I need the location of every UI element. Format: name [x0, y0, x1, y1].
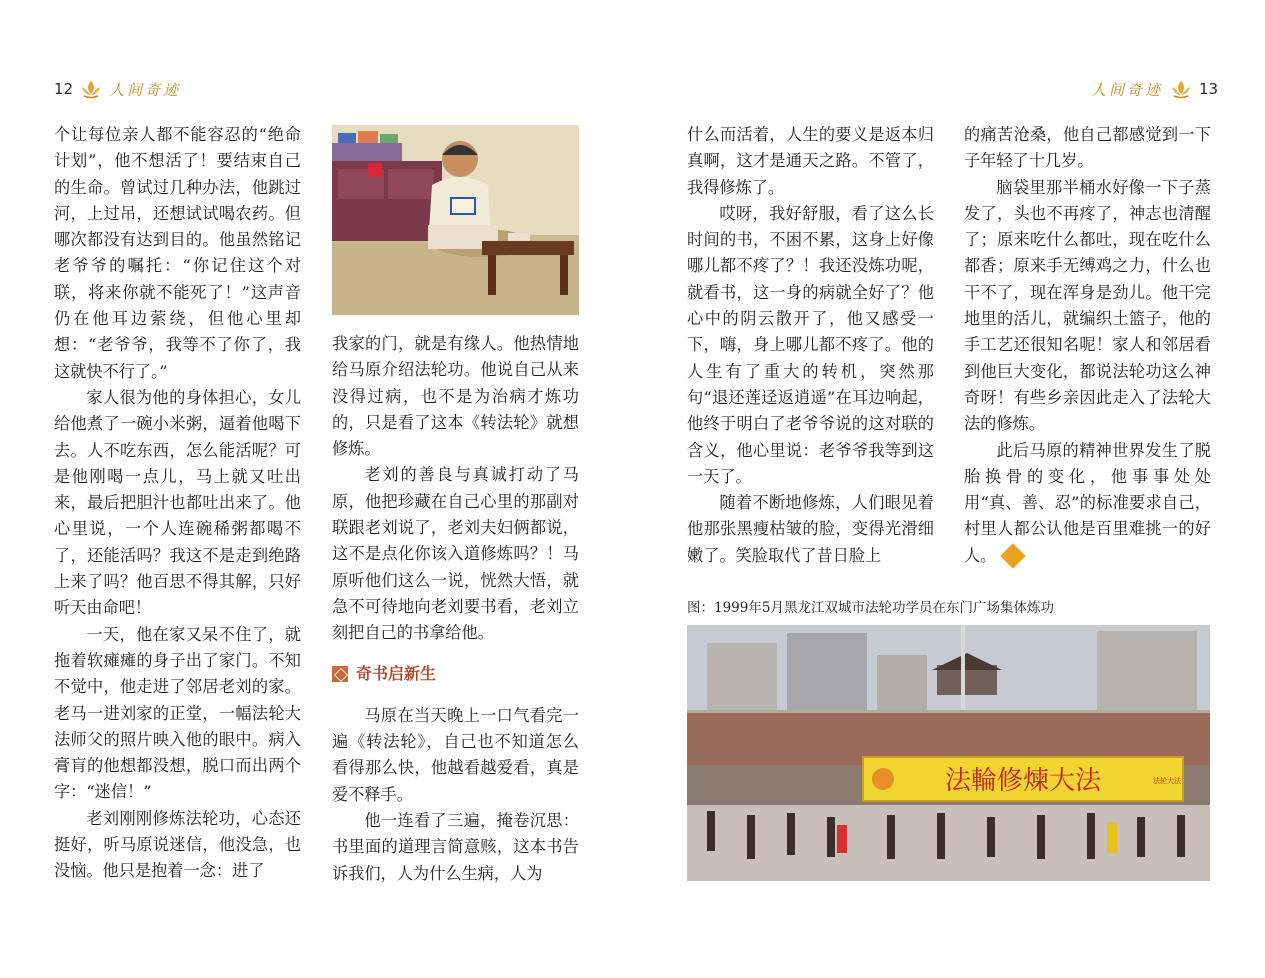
- paragraph-text: 的痛苦沧桑，他自己都感觉到一下子年轻了十几岁。: [964, 125, 1211, 171]
- paragraph: [332, 808, 579, 887]
- right-column-2: [964, 122, 1211, 595]
- lotus-flower-icon: [79, 78, 103, 100]
- paragraph-text: 我家的门，就是有缘人。他热情地给马原介绍法轮功。他说自己从来没得过病，也不是为治病才炼功的，只是看了这本《转法轮》就想修炼。: [332, 334, 579, 459]
- section-heading-text: 奇书启新生: [356, 663, 437, 683]
- right-header: [1091, 78, 1218, 100]
- page-number: 12: [54, 80, 74, 98]
- section-heading: [332, 661, 579, 687]
- paragraph: [687, 490, 934, 569]
- paragraph: [332, 703, 579, 808]
- paragraph-text: 他一连看了三遍，掩卷沉思：书里面的道理言简意赅，这本书告诉我们，人为什么生病，人为: [332, 811, 579, 883]
- paragraph-text: 脑袋里那半桶水好像一下子蒸发了，头也不再疼了，神志也清醒了；原来吃什么都吐，现在吃什么都香；原来手无缚鸡之力，什么也干不了，现在浑身是劲儿。他干完地里的活儿，就编织土篮子，他的手工艺还很知名呢！家人和邻居看到他巨大变化，都说法轮功这么神奇呀！有些乡亲因此走入了法轮大法的修炼。: [964, 177, 1211, 434]
- paragraph-text: 老刘刚刚修炼法轮功，心态还挺好，听马原说迷信，他没急，也没恼。他只是抱着一念：进了: [54, 808, 301, 881]
- running-title: 人间奇迹: [109, 80, 182, 99]
- paragraph: [964, 438, 1211, 595]
- paragraph-text: 一天，他在家又呆不住了，就拖着软瘫瘫的身子出了家门。不知不觉中，他走进了邻居老刘的家。老马一进刘家的正堂，一幅法轮大法师父的照片映入他的眼中。病入膏肓的他想都没想，脱口而出两个字：“迷信！”: [54, 624, 301, 802]
- paragraph: [332, 462, 579, 646]
- paragraph: [54, 806, 301, 885]
- paragraph-text: 哎呀，我好舒服，看了这么长时间的书，不困不累，这身上好像哪儿都不疼了？！我还没炼功呢，就看书，这一身的病就全好了？他心中的阴云散开了，他又感受一下，嗨，身上哪儿都不疼了。他的人生有了重大的转机，突然那句“退还莲迳返逍遥”在耳边响起，他终于明白了老爷爷说的这对联的含义，他心里说：老爷爷我等到这一天了。: [687, 203, 934, 486]
- paragraph-text: 个让每位亲人都不能容忍的“绝命计划”，他不想活了！要结束自己的生命。曾试过几种办法，他跳过河，上过吊，还想试试喝农药。但哪次都没有达到目的。他虽然铭记老爷爷的嘱托：“你记住这个对联，将来你就不能死了！”这声音仍在他耳边萦绕，但他心里却想：“老爷爷，我等不了你了，我这就快不行了。”: [54, 125, 301, 381]
- paragraph: [687, 122, 934, 201]
- lotus-flower-icon: [1169, 78, 1193, 100]
- left-column-1: [54, 122, 301, 885]
- illustration-man-reading: [332, 125, 579, 315]
- paragraph-text: 随着不断地修炼，人们眼见着他那张黑瘦枯皱的脸，变得光滑细嫩了。笑脸取代了昔日脸上: [687, 493, 934, 565]
- right-column-1: [687, 122, 934, 569]
- paragraph: [964, 122, 1211, 175]
- paragraph-text: 此后马原的精神世界发生了脱胎换骨的变化，他事事处处用“真、善、忍”的标准要求自己，村里人都公认他是百里难挑一的好人。: [964, 440, 1211, 565]
- page-number: 13: [1199, 80, 1219, 98]
- left-column-2: [332, 331, 579, 887]
- paragraph-text: 马原在当天晚上一口气看完一遍《转法轮》，自己也不知道怎么看得那么快，他越看越爱看，真是爱不释手。: [332, 705, 579, 804]
- banner-text: 法輪修煉大法: [944, 766, 1102, 796]
- paragraph-text: 老刘的善良与真诚打动了马原，他把珍藏在自己心里的那副对联跟老刘说了，老刘夫妇俩都说，这不是点化你该入道修炼吗？！马原听他们这么一说，恍然大悟，就急不可待地向老刘要书看，老刘立刻把自己的书拿给他。: [332, 465, 579, 643]
- end-mark-icon: 福: [1001, 544, 1026, 569]
- running-title: 人间奇迹: [1091, 80, 1164, 99]
- section-marker-icon: [332, 666, 348, 682]
- banner-side-text: 法轮大法: [1153, 777, 1181, 785]
- paragraph: [964, 175, 1211, 438]
- paragraph: [54, 385, 301, 622]
- paragraph: [54, 622, 301, 806]
- left-column-2-top: [332, 331, 579, 647]
- paragraph: [687, 201, 934, 490]
- left-header: [54, 78, 181, 100]
- paragraph: [54, 122, 301, 385]
- paragraph: [332, 331, 579, 462]
- photo-caption: 图：1999年5月黑龙江双城市法轮功学员在东门广场集体炼功: [687, 600, 1054, 616]
- paragraph-text: 家人很为他的身体担心，女儿给他煮了一碗小米粥，逼着他喝下去。人不吃东西，怎么能活呢？可是他刚喝一点儿，马上就又吐出来，最后把胆汁也都吐出来了。他心里说，一个人连碗稀粥都喝不了，还能活吗？我这不是走到绝路上来了吗？他百思不得其解，只好听天由命吧！: [54, 387, 301, 618]
- paragraph-text: 什么而活着，人生的要义是返本归真啊，这才是通天之路。不管了，我得修炼了。: [687, 125, 934, 197]
- photo-group-exercise: [687, 625, 1210, 881]
- left-column-2-bottom: [332, 703, 579, 887]
- left-page: [0, 0, 632, 978]
